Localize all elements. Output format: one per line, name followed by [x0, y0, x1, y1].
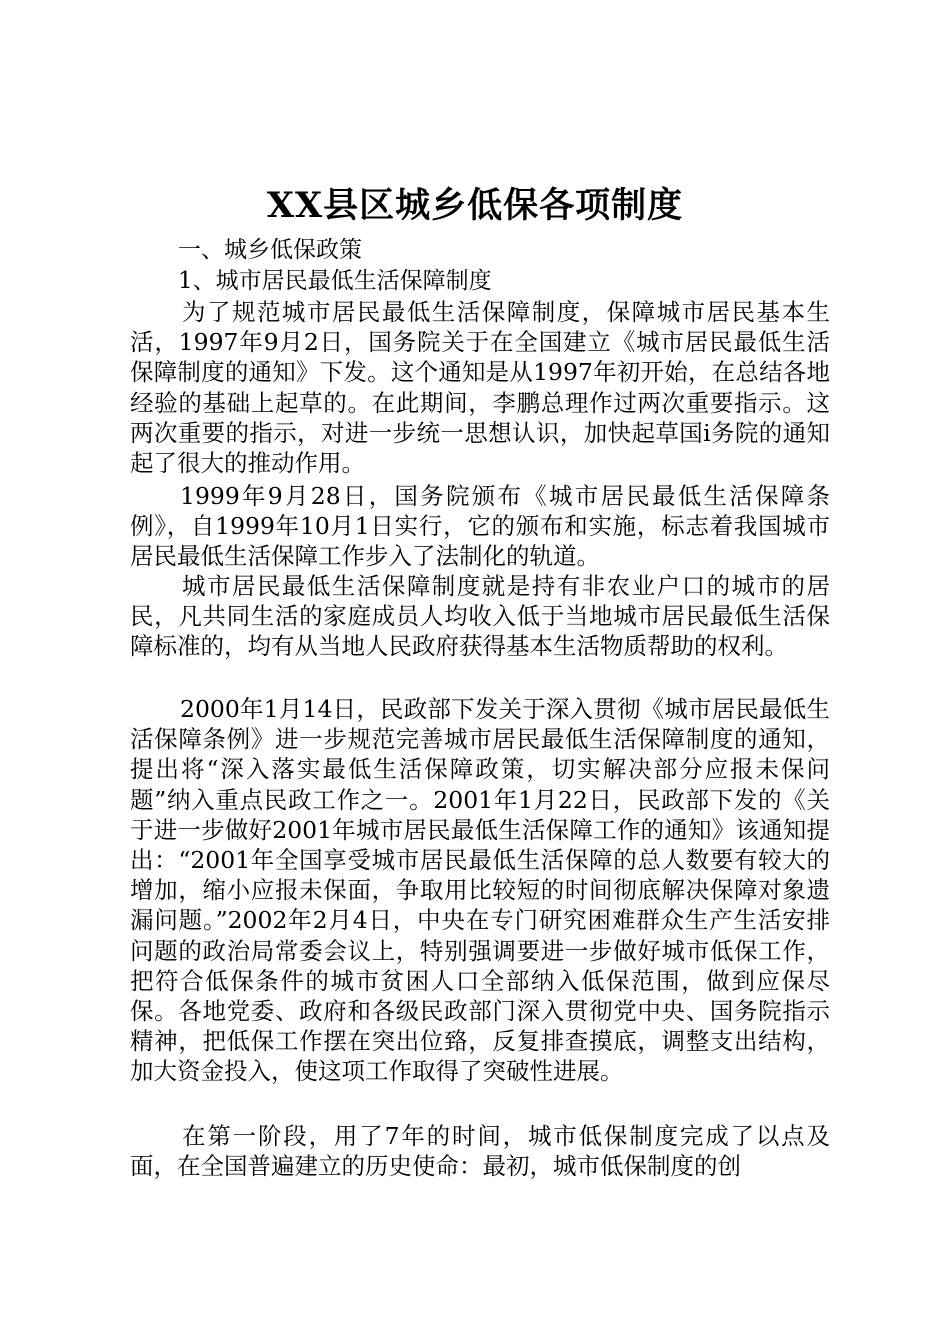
section-heading: 一、城乡低保政策: [178, 237, 362, 263]
subsection-heading: 1、城市居民最低生活保障制度: [178, 268, 492, 294]
paragraph: 为了规范城市居民最低生活保障制度，保障城市居民基本生活，1997年9月2日，国务院关于在全国建立《城市居民最低生活保障制度的通知》下发。这个通知是从1997年初开始，在总结各地经验的基础上起草的。在此期间，李鹏总理作过两次重要指示。这两次重要的指示，对进一步统一思想认识，加快起草国i务院的通知起了很大的推动作用。: [130, 298, 830, 478]
paragraph: 城市居民最低生活保障制度就是持有非农业户口的城市的居民，凡共同生活的家庭成员人均收入低于当地城市居民最低生活保障标准的，均有从当地人民政府获得基本生活物质帮助的权利。: [130, 572, 830, 661]
document-title: XX县区城乡低保各项制度: [266, 185, 684, 226]
paragraph: 1999年9月28日，国务院颁布《城市居民最低生活保障条例》，自1999年10月1日实行，它的颁布和实施，标志着我国城市居民最低生活保障工作步入了法制化的轨道。: [130, 482, 830, 571]
paragraph: 在第一阶段，用了7年的时间，城市低保制度完成了以点及面，在全国普遍建立的历史使命：最初，城市低保制度的创: [130, 1122, 830, 1181]
paragraph: 2000年1月14日，民政部下发关于深入贯彻《城市居民最低生活保障条例》进一步规范完善城市居民最低生活保障制度的通知，提出将“深入落实最低生活保障政策，切实解决部分应报未保问题”纳入重点民政工作之一。2001年1月22日，民政部下发的《关于进一步做好2001年城市居民最低生活保障工作的通知》该通知提出：“2001年全国享受城市居民最低生活保障的总人数要有较大的增加，缩小应报未保面，争取用比较短的时间彻底解决保障对象遗漏问题。”2002年2月4日，中央在专门研究困难群众生产生活安排问题的政治局常委会议上，特别强调要进一步做好城市低保工作，把符合低保条件的城市贫困人口全部纳入低保范围，做到应保尽保。各地党委、政府和各级民政部门深入贯彻党中央、国务院指示精神，把低保工作摆在突出位臵，反复排查摸底，调整支出结构，加大资金投入，使这项工作取得了突破性进展。: [130, 695, 830, 1086]
